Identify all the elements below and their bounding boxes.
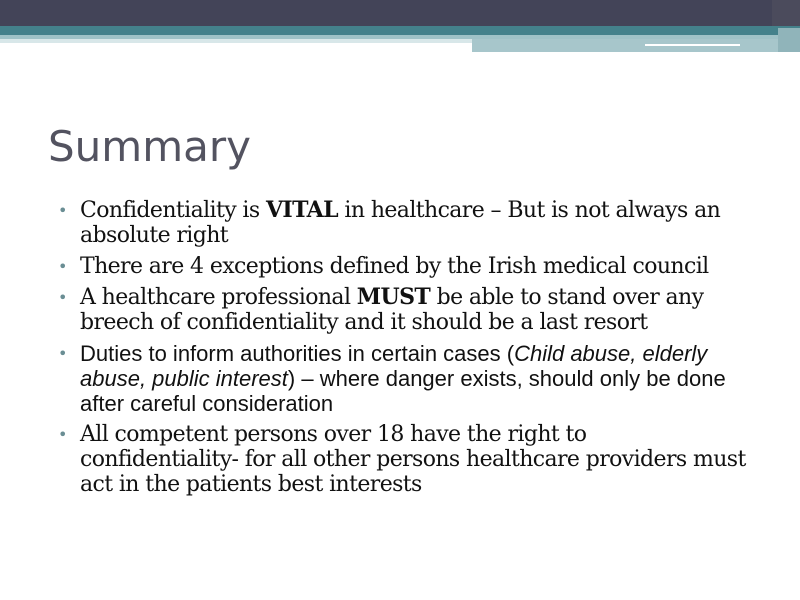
bullet-marker-icon: • [58,344,68,363]
bullet-text-italic: Child abuse, elderly abuse, public interest [80,341,708,391]
header-dark-band [0,0,800,26]
bullet-item [58,422,748,497]
bullet-text-bold: MUST [356,284,431,310]
bullet-text-post: in healthcare – But is not always an absolute right [80,198,721,248]
slide-title: Summary [48,122,251,171]
bullet-item [58,285,748,335]
bullet-item [58,341,748,416]
header-corner-block [778,28,800,52]
bullet-text: There are 4 exceptions defined by the Irish medical council [80,254,709,279]
bullet-list [58,198,748,503]
bullet-text-post: ) – where danger exists, should only be done after careful consideration [80,366,726,416]
bullet-text: All competent persons over 18 have the right to confidentiality- for all other persons healthcare providers must act in the patients best interests [80,422,746,497]
bullet-marker-icon: • [58,288,67,307]
bullet-item [58,198,748,248]
bullet-marker-icon: • [58,425,67,444]
bullet-text-pre: A healthcare professional [80,285,357,310]
bullet-text-pre: Confidentiality is [80,198,266,223]
bullet-text-bold: VITAL [265,197,339,223]
header-pale-band [0,39,472,43]
bullet-marker-icon: • [58,201,67,220]
bullet-text-post: be able to stand over any breech of confidentiality and it should be a last resort [80,285,704,335]
bullet-item [58,254,748,279]
header-light-band-right [472,39,800,52]
header-teal-band [0,26,800,35]
bullet-marker-icon: • [58,257,67,276]
bullet-text-pre: Duties to inform authorities in certain cases ( [80,341,515,366]
header-accent-line [645,44,740,46]
